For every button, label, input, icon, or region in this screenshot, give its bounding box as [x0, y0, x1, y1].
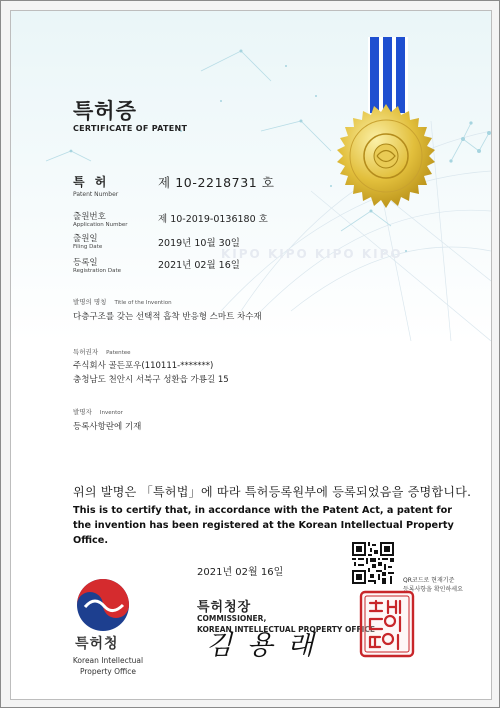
- registration-date-value: 2021년 02월 16일: [158, 260, 240, 271]
- invention-title-label: [73, 297, 172, 306]
- qr-instruction-line1: QR코드로 현재기준: [403, 577, 455, 584]
- filing-date-value: 2019년 10월 30일: [158, 238, 240, 249]
- issue-date: 2021년 02월 16일: [197, 567, 284, 578]
- kipo-taegeuk-logo-icon: [75, 577, 131, 633]
- certificate-title-ko: 특허증: [73, 99, 137, 123]
- watermark-text: KIPO KIPO KIPO KIPO: [221, 247, 403, 261]
- application-number-value: 제 10-2019-0136180 호: [158, 214, 268, 225]
- patentee-address: 충청남도 천안시 서북구 성환읍 가룡길 15: [73, 375, 229, 385]
- certificate-sheet: [10, 10, 492, 700]
- kipo-logo-name-ko: 특허청: [75, 636, 119, 652]
- registration-date-label: 등록일: [73, 258, 98, 268]
- patent-number-label-en: Patent Number: [73, 191, 119, 198]
- inventor-label-ko: 발명자: [73, 408, 92, 416]
- invention-title-label-en: Title of the Invention: [114, 300, 172, 306]
- commissioner-title-ko: 특허청장: [197, 600, 252, 615]
- patent-number-label: 특 허: [73, 175, 110, 189]
- commissioner-title-en-line1: COMMISSIONER,: [197, 614, 267, 623]
- registration-date-label-en: Registration Date: [73, 268, 122, 274]
- qr-instruction-line2: 등록사항을 확인하세요: [403, 586, 463, 593]
- inventor-label-en: Inventor: [99, 410, 123, 416]
- kipo-logo-name-en: [63, 655, 153, 677]
- patentee-label-ko: 특허권자: [73, 348, 99, 356]
- certificate-title-en: CERTIFICATE OF PATENT: [73, 124, 188, 133]
- invention-title-value: 다층구조를 갖는 선택적 흡착 반응형 스마트 차수재: [73, 312, 262, 322]
- official-seal-stamp: [358, 589, 416, 659]
- qr-code-icon[interactable]: [352, 542, 394, 584]
- kipo-logo-name-en-line1: Korean Intellectual: [72, 656, 144, 665]
- patentee-name: 주식회사 골든포우(110111-*******): [73, 361, 214, 371]
- invention-title-label-ko: 발명의 명칭: [73, 298, 107, 306]
- certification-statement-en: This is to certify that, in accordance with the Patent Act, a patent for the invention has been registered at the Korean Intellectual Property Office.: [73, 505, 454, 546]
- application-number-label-en: Application Number: [73, 222, 128, 228]
- filing-date-label-en: Filing Date: [73, 244, 103, 250]
- patent-number-value: 제 10-2218731 호: [158, 175, 275, 190]
- certification-statement-ko: 위의 발명은 「특허법」에 따라 특허등록원부에 등록되었음을 증명합니다.: [73, 485, 472, 499]
- commissioner-signature: 김 용 래: [206, 630, 317, 661]
- filing-date-label: 출원일: [73, 234, 98, 244]
- patentee-label-en: Patentee: [106, 350, 131, 356]
- inventor-label: [73, 407, 123, 416]
- ribbon-icon: [368, 37, 408, 113]
- application-number-label: 출원번호: [73, 212, 106, 222]
- patentee-label: [73, 347, 131, 356]
- inventor-value: 등록사항란에 기재: [73, 422, 142, 432]
- kipo-logo-name-en-line2: Property Office: [79, 667, 136, 676]
- commissioner-title-en-line2: KOREAN INTELLECTUAL PROPERTY OFFICE: [197, 625, 376, 634]
- gold-seal-icon: [333, 103, 439, 209]
